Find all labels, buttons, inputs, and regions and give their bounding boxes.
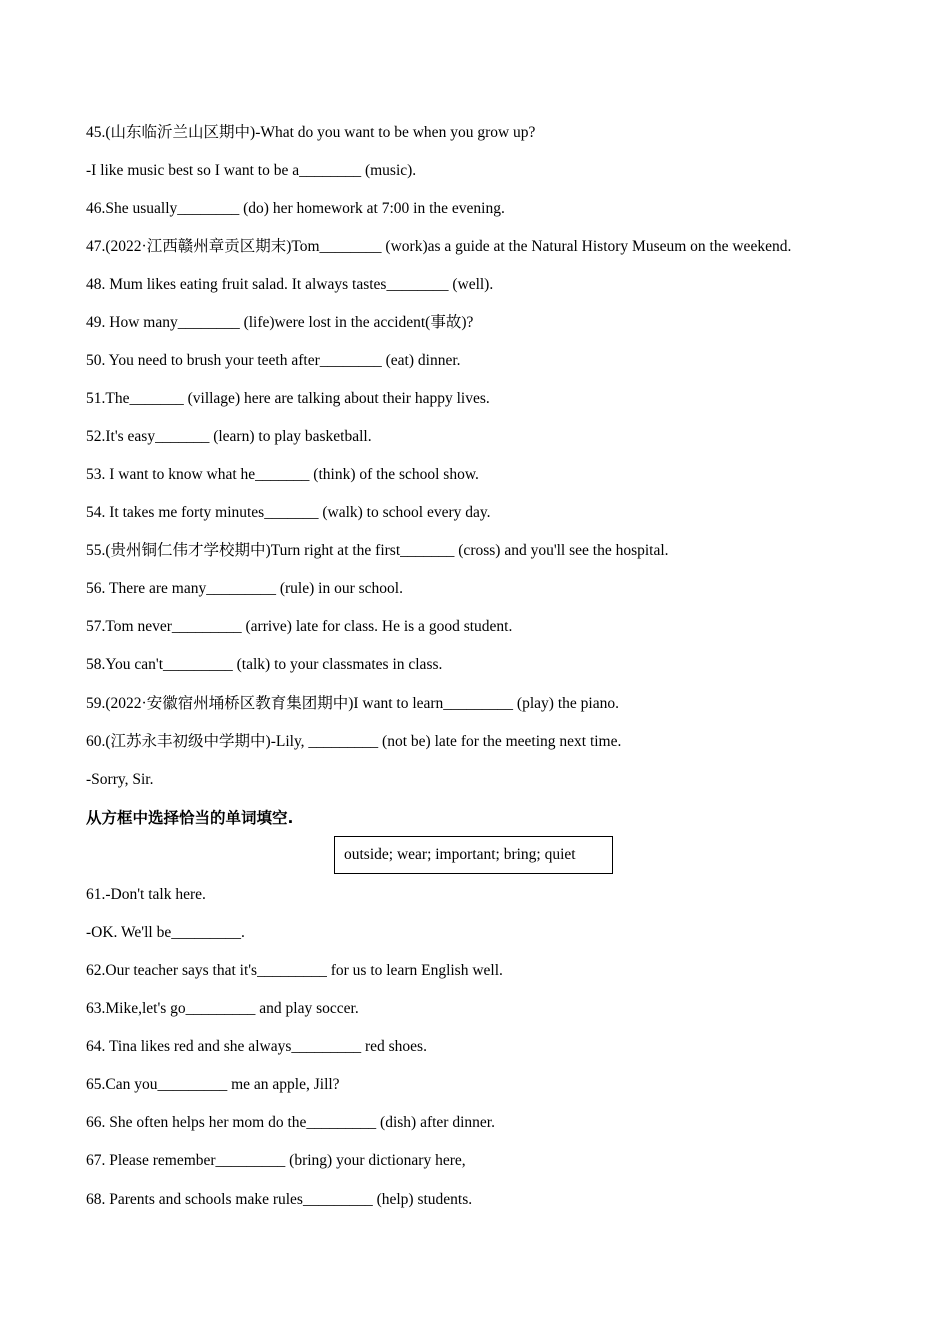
question-68: 68. Parents and schools make rules_________ (help) students.	[86, 1191, 473, 1208]
question-60: 60.(江苏永丰初级中学期中)-Lily, _________ (not be) late for the meeting next time.	[86, 733, 622, 750]
question-58: 58.You can't_________ (talk) to your classmates in class.	[86, 656, 443, 673]
question-55: 55.(贵州铜仁伟才学校期中)Turn right at the first_______ (cross) and you'll see the hospital.	[86, 542, 669, 559]
word-box: outside; wear; important; bring; quiet	[334, 836, 613, 874]
question-63: 63.Mike,let's go_________ and play soccer.	[86, 1000, 359, 1017]
question-46: 46.She usually________ (do) her homework at 7:00 in the evening.	[86, 200, 505, 217]
question-49: 49. How many________ (life)were lost in the accident(事故)?	[86, 314, 474, 331]
question-45: 45.(山东临沂兰山区期中)-What do you want to be when you grow up?	[86, 124, 536, 141]
question-56: 56. There are many_________ (rule) in our school.	[86, 580, 403, 597]
question-66: 66. She often helps her mom do the_________ (dish) after dinner.	[86, 1114, 495, 1131]
question-45-answer: -I like music best so I want to be a________ (music).	[86, 162, 417, 179]
question-64: 64. Tina likes red and she always_________ red shoes.	[86, 1038, 427, 1055]
question-59: 59.(2022·安徽宿州埇桥区教育集团期中)I want to learn_________ (play) the piano.	[86, 695, 619, 712]
question-61: 61.-Don't talk here.	[86, 886, 206, 903]
question-54: 54. It takes me forty minutes_______ (walk) to school every day.	[86, 504, 491, 521]
question-52: 52.It's easy_______ (learn) to play basketball.	[86, 428, 372, 445]
question-67: 67. Please remember_________ (bring) your dictionary here,	[86, 1152, 466, 1169]
question-47: 47.(2022·江西赣州章贡区期末)Tom________ (work)as a guide at the Natural History Museum on the weekend.	[86, 238, 792, 255]
question-53: 53. I want to know what he_______ (think) of the school show.	[86, 466, 479, 483]
question-62: 62.Our teacher says that it's_________ for us to learn English well.	[86, 962, 503, 979]
question-57: 57.Tom never_________ (arrive) late for class. He is a good student.	[86, 618, 513, 635]
question-65: 65.Can you_________ me an apple, Jill?	[86, 1076, 340, 1093]
question-61-answer: -OK. We'll be_________.	[86, 924, 245, 941]
section-heading: 从方框中选择恰当的单词填空.	[86, 809, 294, 827]
question-60-answer: -Sorry, Sir.	[86, 771, 154, 788]
question-50: 50. You need to brush your teeth after________ (eat) dinner.	[86, 352, 461, 369]
question-48: 48. Mum likes eating fruit salad. It always tastes________ (well).	[86, 276, 494, 293]
question-51: 51.The_______ (village) here are talking about their happy lives.	[86, 390, 490, 407]
